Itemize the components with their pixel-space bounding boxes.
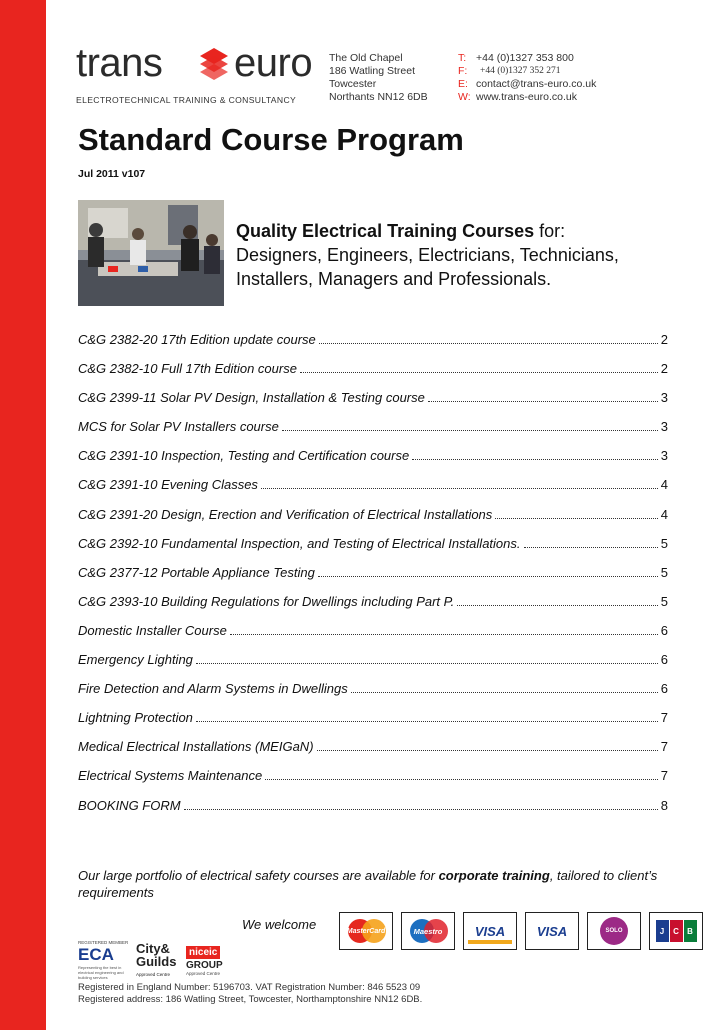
- address-line: 186 Watling Street: [329, 65, 415, 77]
- company-address: [329, 52, 428, 104]
- toc-dot-leader: [282, 430, 658, 431]
- portfolio-text-end: , tailored to client’s requirements: [78, 868, 658, 900]
- toc-entry-page: 5: [660, 535, 668, 551]
- toc-entry[interactable]: [78, 536, 668, 565]
- tagline-for: for:: [534, 221, 566, 241]
- toc-entry-page: 2: [660, 361, 668, 377]
- toc-entry-label: C&G 2391-20 Design, Erection and Verification of Electrical Installations: [78, 506, 493, 522]
- toc-dot-leader: [196, 663, 658, 664]
- toc-entry[interactable]: [78, 681, 668, 710]
- toc-entry[interactable]: [78, 477, 668, 506]
- toc-entry-label: Medical Electrical Installations (MEIGaN): [78, 739, 314, 755]
- toc-entry-page: 8: [660, 797, 668, 813]
- cg-approved: Approved Centre: [136, 972, 171, 977]
- contact-fax: [458, 65, 596, 78]
- toc-entry-label: Emergency Lighting: [78, 652, 193, 668]
- toc-entry[interactable]: [78, 507, 668, 536]
- visa-electron-label: VISA: [536, 923, 568, 939]
- contact-key: W:: [458, 91, 471, 103]
- eca-mark: ECA: [78, 945, 114, 964]
- contact-key: E:: [458, 78, 468, 90]
- tagline-bold: Quality Electrical Training Courses: [236, 221, 535, 241]
- toc-dot-leader: [495, 518, 657, 519]
- niceic-approved: Approved Centre: [186, 971, 221, 976]
- toc-dot-leader: [230, 634, 658, 635]
- footer-line: Registered in England Number: 5196703. VAT Registration Number: 846 5523 09: [78, 982, 421, 993]
- contact-key: T:: [458, 52, 467, 64]
- eca-logo: [78, 940, 138, 980]
- page-title: Standard Course Program: [78, 122, 464, 157]
- course-contents-list: [78, 332, 668, 827]
- toc-entry[interactable]: [78, 710, 668, 739]
- logo-word-trans: trans: [76, 41, 163, 85]
- toc-entry-page: 6: [660, 681, 668, 697]
- toc-entry[interactable]: [78, 739, 668, 768]
- footer-line: Registered address: 186 Watling Street, Towcester, Northamptonshire NN12 6DB.: [78, 994, 423, 1005]
- niceic-mark: niceic: [186, 946, 220, 959]
- toc-dot-leader: [428, 401, 658, 402]
- toc-entry-label: Fire Detection and Alarm Systems in Dwellings: [78, 681, 348, 697]
- jcb-letter: J: [656, 920, 669, 942]
- toc-entry-page: 3: [660, 419, 668, 435]
- toc-entry-label: C&G 2382-10 Full 17th Edition course: [78, 361, 297, 377]
- contact-value[interactable]: contact@trans-euro.co.uk: [476, 78, 597, 90]
- contact-value: +44 (0)1327 352 271: [480, 66, 561, 76]
- toc-dot-leader: [412, 459, 658, 460]
- toc-dot-leader: [184, 809, 658, 810]
- toc-dot-leader: [319, 343, 658, 344]
- toc-entry-label: C&G 2392-10 Fundamental Inspection, and Testing of Electrical Installations.: [78, 535, 521, 551]
- toc-dot-leader: [300, 372, 658, 373]
- maestro-label: Maestro: [413, 926, 443, 936]
- toc-entry-label: MCS for Solar PV Installers course: [78, 419, 279, 435]
- course-audience-tagline: [236, 219, 636, 291]
- toc-entry-label: C&G 2377-12 Portable Appliance Testing: [78, 564, 315, 580]
- toc-entry-page: 4: [660, 506, 668, 522]
- toc-dot-leader: [318, 576, 658, 577]
- toc-entry[interactable]: [78, 332, 668, 361]
- registration-footer: [78, 982, 422, 1006]
- eca-description: Representing the best in electrical engineering and building services: [78, 965, 124, 980]
- address-line: Northants NN12 6DB: [329, 91, 428, 103]
- portfolio-bold: corporate training: [438, 868, 550, 883]
- jcb-letter: C: [670, 920, 683, 942]
- city-guilds-logo: [136, 942, 176, 981]
- toc-dot-leader: [265, 779, 658, 780]
- toc-entry-page: 4: [660, 477, 668, 493]
- toc-entry[interactable]: [78, 565, 668, 594]
- toc-entry-label: Electrical Systems Maintenance: [78, 768, 263, 784]
- contact-value[interactable]: www.trans-euro.co.uk: [476, 91, 577, 103]
- toc-entry-label: C&G 2393-10 Building Regulations for Dwellings including Part P.: [78, 593, 455, 609]
- toc-entry[interactable]: [78, 361, 668, 390]
- toc-entry-label: Domestic Installer Course: [78, 622, 227, 638]
- toc-entry[interactable]: [78, 623, 668, 652]
- toc-entry-page: 5: [660, 593, 668, 609]
- toc-dot-leader: [457, 605, 658, 606]
- contact-key: F:: [458, 65, 468, 77]
- toc-entry[interactable]: [78, 768, 668, 797]
- niceic-group: GROUP: [186, 960, 223, 971]
- toc-dot-leader: [524, 547, 658, 548]
- niceic-logo: [186, 942, 246, 976]
- we-welcome-label: We welcome: [242, 917, 317, 932]
- company-contact: [458, 52, 596, 104]
- toc-entry-label: C&G 2391-10 Evening Classes: [78, 477, 258, 493]
- contact-phone: [458, 52, 596, 65]
- address-line: The Old Chapel: [329, 52, 403, 64]
- corporate-training-note: [78, 867, 658, 901]
- visa-logo-icon: [463, 912, 517, 950]
- portfolio-text: Our large portfolio of electrical safety courses are available for: [78, 868, 439, 883]
- toc-dot-leader: [261, 488, 658, 489]
- eca-registered: REGISTERED MEMBER: [78, 940, 129, 945]
- toc-entry-page: 6: [660, 652, 668, 668]
- address-line: Towcester: [329, 78, 377, 90]
- version-label: Jul 2011 v107: [78, 168, 146, 180]
- toc-entry-label: BOOKING FORM: [78, 797, 181, 813]
- toc-dot-leader: [351, 692, 658, 693]
- toc-entry[interactable]: [78, 419, 668, 448]
- toc-entry[interactable]: [78, 652, 668, 681]
- mastercard-label: MasterCard: [346, 927, 386, 935]
- toc-entry[interactable]: [78, 390, 668, 419]
- payment-cards: [339, 912, 703, 950]
- classroom-photo-icon: [78, 200, 224, 306]
- toc-entry-label: C&G 2391-10 Inspection, Testing and Certification course: [78, 448, 410, 464]
- toc-entry-page: 7: [660, 710, 668, 726]
- toc-entry[interactable]: [78, 448, 668, 477]
- toc-entry-page: 7: [660, 768, 668, 784]
- toc-entry-label: C&G 2382-20 17th Edition update course: [78, 332, 316, 347]
- logo-word-euro: euro: [234, 41, 313, 85]
- toc-entry-label: Lightning Protection: [78, 710, 193, 726]
- toc-dot-leader: [196, 721, 658, 722]
- solo-label: SOLO: [600, 917, 628, 945]
- contact-website: [458, 91, 596, 104]
- logo-mark-icon: [196, 44, 232, 84]
- logo-tagline: ELECTROTECHNICAL TRAINING & CONSULTANCY: [76, 95, 297, 105]
- contact-email: [458, 78, 596, 91]
- toc-entry-page: 2: [660, 332, 668, 347]
- maestro-logo-icon: [401, 912, 455, 950]
- toc-entry-page: 5: [660, 564, 668, 580]
- jcb-letter: B: [684, 920, 697, 942]
- trans-euro-logo: [76, 40, 326, 110]
- toc-dot-leader: [317, 750, 658, 751]
- visa-label: VISA: [474, 923, 506, 939]
- cg-line2: Guilds: [136, 954, 177, 969]
- toc-entry-page: 7: [660, 739, 668, 755]
- toc-entry[interactable]: [78, 594, 668, 623]
- contact-value: +44 (0)1327 353 800: [476, 52, 574, 64]
- cg-line1: City&: [136, 941, 170, 956]
- toc-entry-page: 3: [660, 390, 668, 406]
- solo-logo-icon: [587, 912, 641, 950]
- jcb-logo-icon: [649, 912, 703, 950]
- toc-entry[interactable]: [78, 798, 668, 827]
- tagline-audience: Designers, Engineers, Electricians, Technicians, Installers, Managers and Professionals.: [236, 245, 619, 289]
- toc-entry-label: C&G 2399-11 Solar PV Design, Installation & Testing course: [78, 390, 425, 406]
- mastercard-logo-icon: [339, 912, 393, 950]
- toc-entry-page: 6: [660, 622, 668, 638]
- visa-electron-logo-icon: [525, 912, 579, 950]
- left-accent-bar: [0, 0, 46, 1030]
- toc-entry-page: 3: [660, 448, 668, 464]
